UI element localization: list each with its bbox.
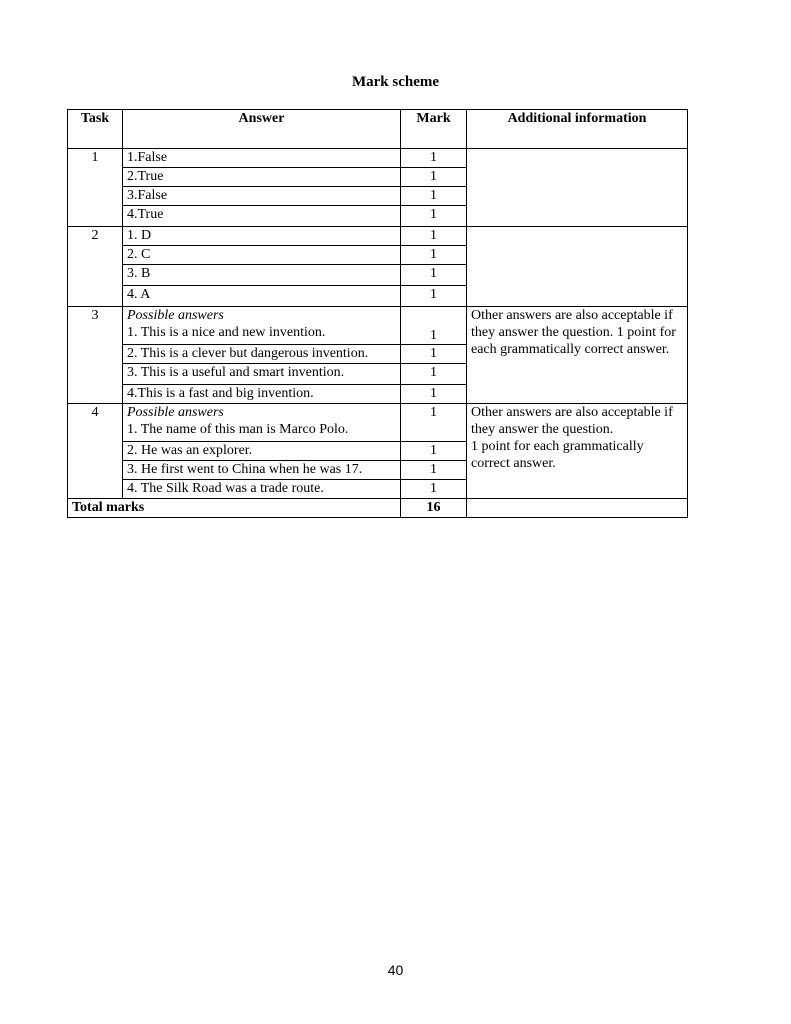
additional-info-cell <box>467 149 688 227</box>
page-number: 40 <box>387 962 404 978</box>
mark-cell: 1 <box>401 265 467 286</box>
info-line: Other answers are also acceptable if they answer the question. <box>471 405 673 437</box>
answer-cell: 1. D <box>123 227 401 246</box>
answer-cell <box>123 404 401 442</box>
total-label: Total marks <box>68 499 401 518</box>
mark-cell: 1 <box>401 286 467 307</box>
answer-cell: 4.True <box>123 206 401 227</box>
header-additional-information: Additional information <box>467 110 688 149</box>
answer-cell: 2. C <box>123 246 401 265</box>
mark-cell: 1 <box>401 227 467 246</box>
answer-cell: 3. He first went to China when he was 17. <box>123 461 401 480</box>
header-mark: Mark <box>401 110 467 149</box>
possible-answers-label: Possible answers <box>127 405 224 420</box>
mark-cell: 1 <box>401 385 467 404</box>
answer-cell: 4. The Silk Road was a trade route. <box>123 480 401 499</box>
answer-cell: 2. This is a clever but dangerous invention. <box>123 345 401 364</box>
mark-cell: 1 <box>401 364 467 385</box>
table-row <box>68 404 688 442</box>
page-title: Mark scheme <box>351 74 440 90</box>
info-line: 1 point for each grammatically correct answer. <box>471 439 644 471</box>
answer-cell: 4.This is a fast and big invention. <box>123 385 401 404</box>
mark-cell: 1 <box>401 404 467 442</box>
mark-cell: 1 <box>401 246 467 265</box>
total-row <box>68 499 688 518</box>
table-row <box>68 307 688 345</box>
answer-cell <box>123 307 401 345</box>
answer-cell: 2. He was an explorer. <box>123 442 401 461</box>
table-header-row <box>68 110 688 149</box>
total-value: 16 <box>401 499 467 518</box>
header-answer: Answer <box>123 110 401 149</box>
answer-cell: 4. A <box>123 286 401 307</box>
table-row <box>68 227 688 246</box>
answer-text: 1. This is a nice and new invention. <box>127 325 326 340</box>
table-row <box>68 149 688 168</box>
mark-cell: 1 <box>401 461 467 480</box>
additional-info-cell <box>467 227 688 307</box>
mark-scheme-table <box>67 109 688 518</box>
task-number: 2 <box>68 227 123 307</box>
answer-cell: 1.False <box>123 149 401 168</box>
additional-info-cell <box>467 404 688 499</box>
mark-cell: 1 <box>401 480 467 499</box>
answer-cell: 2.True <box>123 168 401 187</box>
header-task: Task <box>68 110 123 149</box>
mark-cell: 1 <box>401 345 467 364</box>
mark-cell: 1 <box>401 307 467 345</box>
task-number: 1 <box>68 149 123 227</box>
mark-cell: 1 <box>401 442 467 461</box>
answer-text: 1. The name of this man is Marco Polo. <box>127 422 349 437</box>
task-number: 3 <box>68 307 123 404</box>
mark-cell: 1 <box>401 149 467 168</box>
mark-cell: 1 <box>401 168 467 187</box>
possible-answers-label: Possible answers <box>127 308 224 323</box>
additional-info-cell: Other answers are also acceptable if they answer the question. 1 point for each grammatically correct answer. <box>467 307 688 404</box>
total-info-cell <box>467 499 688 518</box>
mark-cell: 1 <box>401 206 467 227</box>
mark-cell: 1 <box>401 187 467 206</box>
answer-cell: 3. This is a useful and smart invention. <box>123 364 401 385</box>
task-number: 4 <box>68 404 123 499</box>
answer-cell: 3. B <box>123 265 401 286</box>
answer-cell: 3.False <box>123 187 401 206</box>
